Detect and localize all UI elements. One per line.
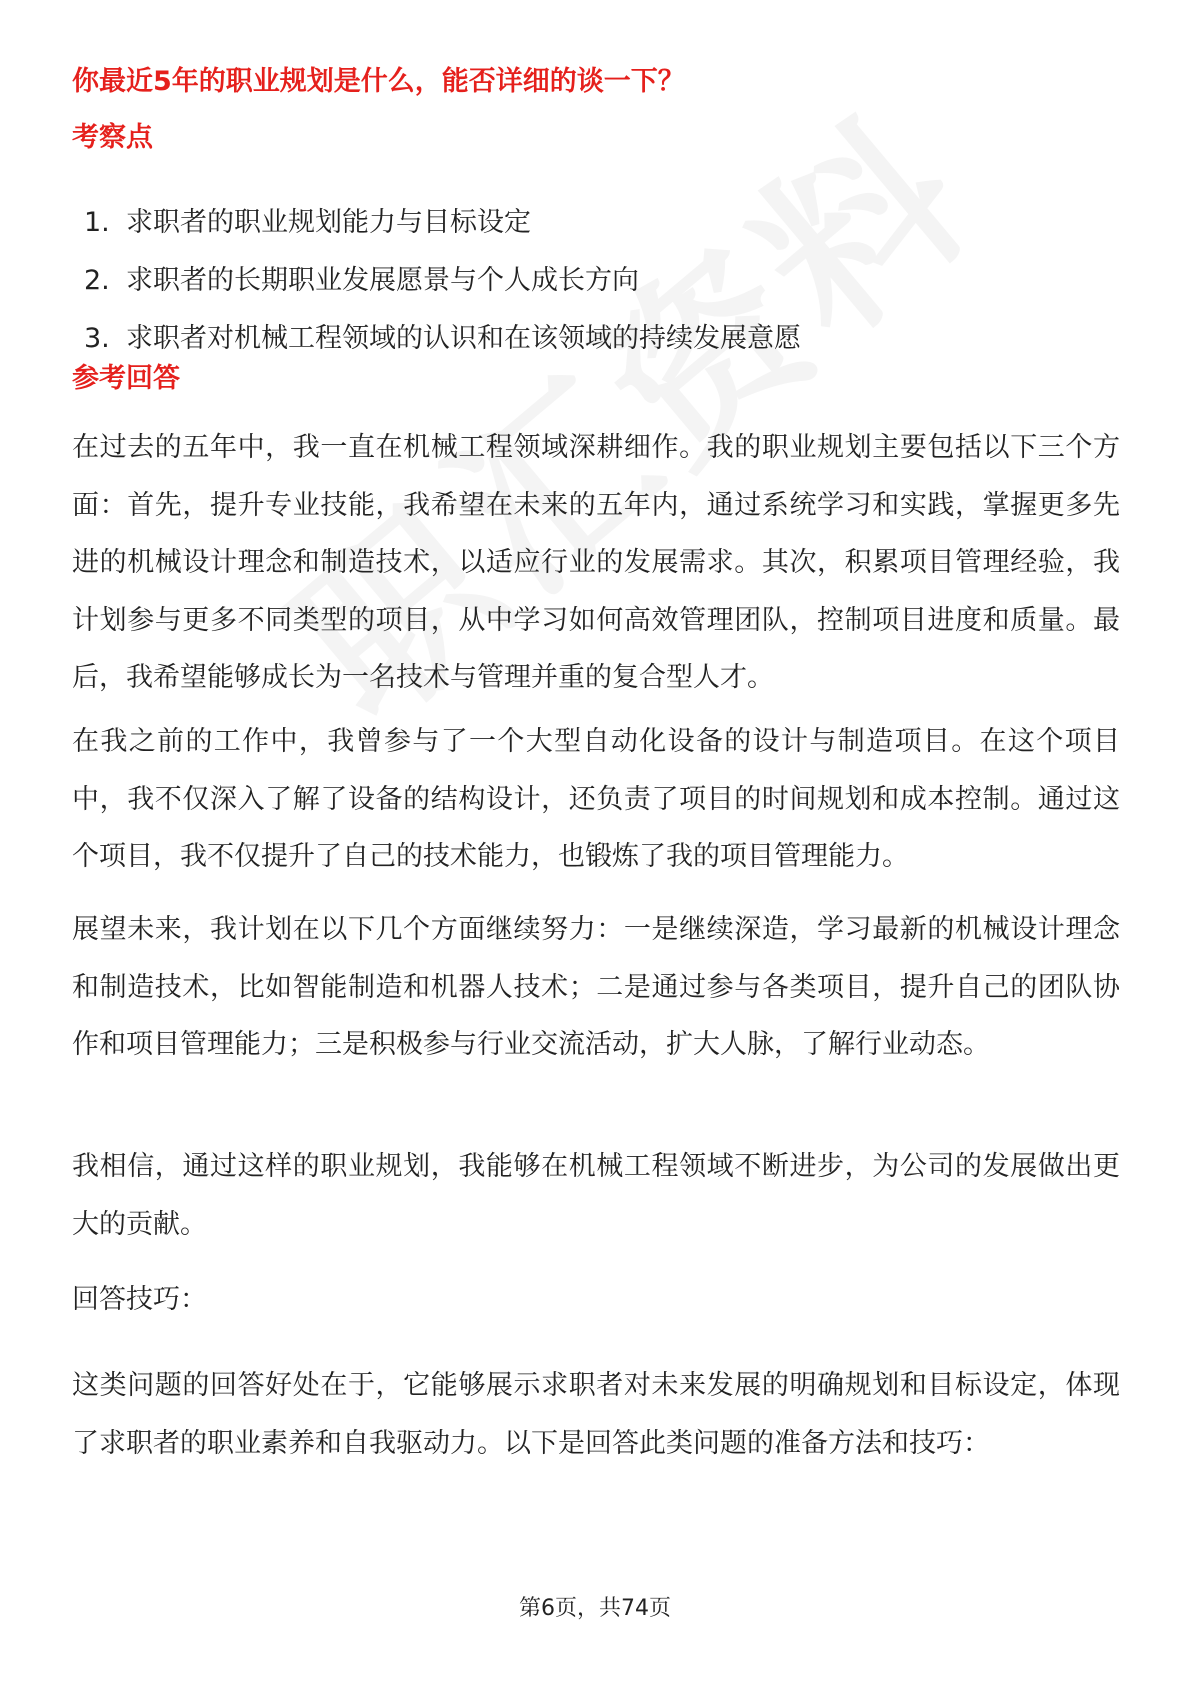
answer-paragraph: 展望未来，我计划在以下几个方面继续努力：一是继续深造，学习最新的机械设计理念和制造技术，比如智能制造和机器人技术；二是通过参与各类项目，提升自己的团队协作和项目管理能力；三是积极参与行业交流活动，扩大人脉，了解行业动态。 bbox=[72, 914, 1120, 1060]
section-heading-examination: 考察点 bbox=[72, 122, 153, 153]
tips-paragraph: 这类问题的回答好处在于，它能够展示求职者对未来发展的明确规划和目标设定，体现了求职者的职业素养和自我驱动力。以下是回答此类问题的准备方法和技巧： bbox=[72, 1370, 1120, 1459]
answer-paragraph: 在我之前的工作中，我曾参与了一个大型自动化设备的设计与制造项目。在这个项目中，我不仅深入了解了设备的结构设计，还负责了项目的时间规划和成本控制。通过这个项目，我不仅提升了自己的技术能力，也锻炼了我的项目管理能力。 bbox=[72, 726, 1120, 872]
list-text: 求职者的长期职业发展愿景与个人成长方向 bbox=[126, 265, 639, 296]
list-text: 求职者对机械工程领域的认识和在该领域的持续发展意愿 bbox=[126, 323, 801, 354]
list-item bbox=[84, 252, 801, 310]
question-title: 你最近5年的职业规划是什么，能否详细的谈一下？ bbox=[72, 66, 685, 97]
list-item bbox=[84, 194, 801, 252]
examination-points-list bbox=[84, 194, 801, 368]
list-number: 1. bbox=[84, 207, 110, 238]
answer-paragraph: 在过去的五年中，我一直在机械工程领域深耕细作。我的职业规划主要包括以下三个方面：首先，提升专业技能，我希望在未来的五年内，通过系统学习和实践，掌握更多先进的机械设计理念和制造技术，以适应行业的发展需求。其次，积累项目管理经验，我计划参与更多不同类型的项目，从中学习如何高效管理团队，控制项目进度和质量。最后，我希望能够成长为一名技术与管理并重的复合型人才。 bbox=[72, 432, 1120, 693]
list-number: 2. bbox=[84, 265, 110, 296]
list-item bbox=[84, 310, 801, 368]
page-footer: 第6页，共74页 bbox=[519, 1596, 671, 1621]
tips-label: 回答技巧： bbox=[72, 1284, 207, 1315]
list-number: 3. bbox=[84, 323, 110, 354]
answer-paragraph: 我相信，通过这样的职业规划，我能够在机械工程领域不断进步，为公司的发展做出更大的贡献。 bbox=[72, 1151, 1120, 1240]
list-text: 求职者的职业规划能力与目标设定 bbox=[126, 207, 531, 238]
section-heading-answer: 参考回答 bbox=[72, 363, 180, 394]
